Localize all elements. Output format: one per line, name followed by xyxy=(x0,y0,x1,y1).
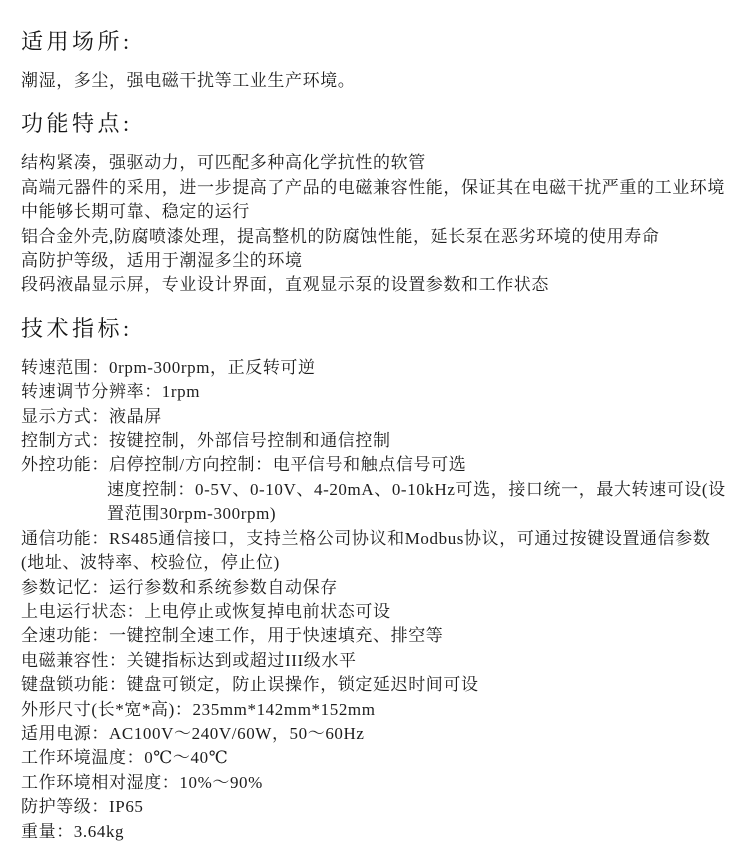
spec-item-emc: 电磁兼容性：关键指标达到或超过III级水平 xyxy=(21,650,357,670)
spec-item-parameter-memory: 参数记忆：运行参数和系统参数自动保存 xyxy=(21,577,338,597)
spec-item-weight: 重量：3.64kg xyxy=(21,821,125,841)
feature-item: 铝合金外壳,防腐喷漆处理，提高整机的防腐蚀性能，延长泵在恶劣环境的使用寿命 xyxy=(21,226,660,246)
spec-item-communication: 通信功能：RS485通信接口，支持兰格公司协议和Modbus协议，可通过按键设置通信参数(地址、波特率、校验位，停止位) xyxy=(21,528,711,573)
spec-item-ip-rating: 防护等级：IP65 xyxy=(21,797,144,817)
spec-item-external-control: 外控功能：启停控制/方向控制：电平信号和触点信号可选 xyxy=(21,455,467,475)
spec-item-control-mode: 控制方式：按键控制，外部信号控制和通信控制 xyxy=(21,431,391,451)
spec-item-full-speed: 全速功能：一键控制全速工作，用于快速填充、排空等 xyxy=(21,626,444,646)
feature-item: 高防护等级，适用于潮湿多尘的环境 xyxy=(21,251,303,271)
spec-item-operating-temperature: 工作环境温度：0℃～40℃ xyxy=(21,748,229,768)
spec-item-keypad-lock: 键盘锁功能：键盘可锁定，防止误操作，锁定延迟时间可设 xyxy=(21,675,479,695)
section-heading-applicable-places: 适用场所: xyxy=(21,29,133,54)
spec-item-relative-humidity: 工作环境相对湿度：10%～90% xyxy=(21,772,263,792)
section-heading-features: 功能特点: xyxy=(21,111,133,137)
applicable-places-text: 潮湿，多尘，强电磁干扰等工业生产环境。 xyxy=(21,71,356,90)
spec-item-power-on-state: 上电运行状态：上电停止或恢复掉电前状态可设 xyxy=(21,601,391,621)
spec-item-power-supply: 适用电源：AC100V～240V/60W，50～60Hz xyxy=(21,723,365,743)
feature-item: 结构紧凑，强驱动力，可匹配多种高化学抗性的软管 xyxy=(21,153,426,173)
spec-item-speed-resolution: 转速调节分辨率：1rpm xyxy=(21,382,201,402)
spec-item-speed-range: 转速范围：0rpm-300rpm，正反转可逆 xyxy=(21,357,316,377)
spec-item-speed-control-sub: 速度控制：0-5V、0-10V、4-20mA、0-10kHz可选，接口统一，最大转速可设(设置范围30rpm-300rpm) xyxy=(107,479,726,524)
feature-item: 段码液晶显示屏，专业设计界面，直观显示泵的设置参数和工作状态 xyxy=(21,275,549,295)
spec-item-display-type: 显示方式：液晶屏 xyxy=(21,406,162,426)
section-heading-technical-specs: 技术指标: xyxy=(21,315,133,341)
feature-item: 高端元器件的采用，进一步提高了产品的电磁兼容性能，保证其在电磁干扰严重的工业环境中能够长期可靠、稳定的运行 xyxy=(21,177,725,222)
spec-item-dimensions: 外形尺寸(长*宽*高)：235mm*142mm*152mm xyxy=(21,699,376,719)
